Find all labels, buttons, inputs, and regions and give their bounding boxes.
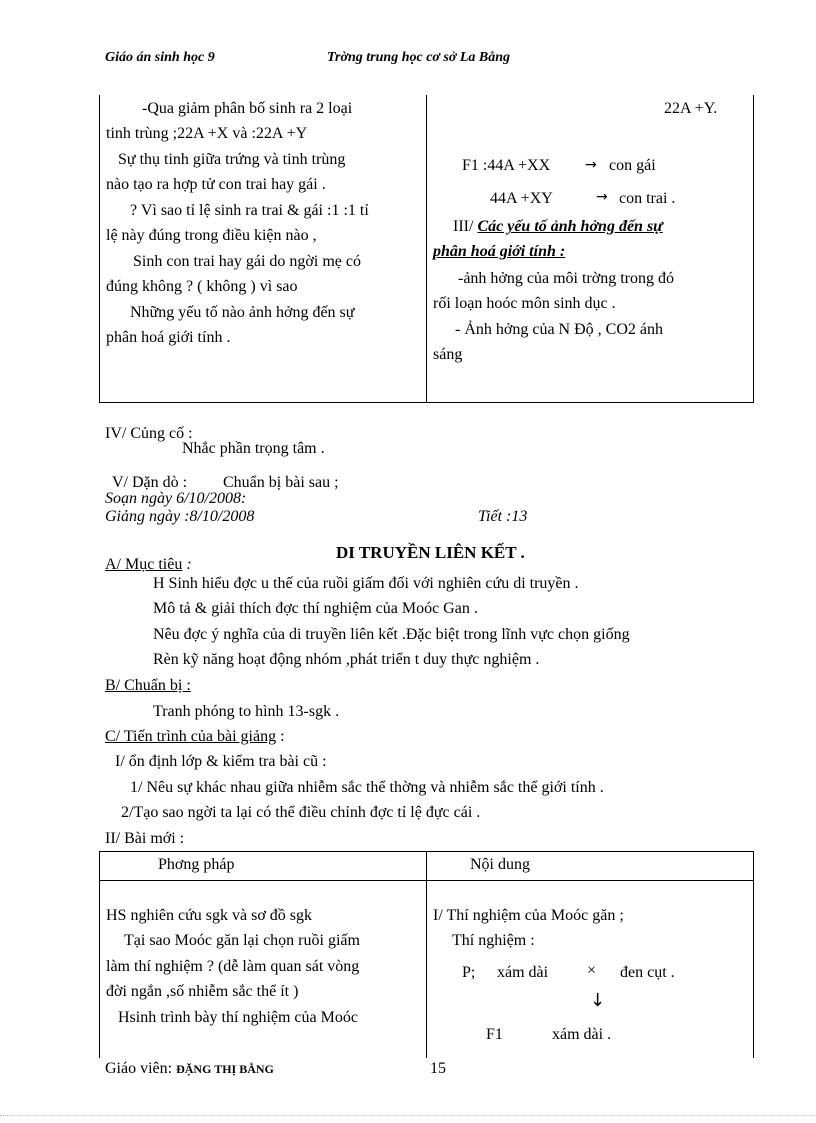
section-c-sub1: I/ ổn định lớp & kiểm tra bài cũ :	[115, 753, 327, 770]
f1-xx-label: F1 :44A +XX	[462, 157, 551, 174]
table2-col1-header: Phơng pháp	[158, 856, 235, 873]
section-b-title: B/ Chuẩn bị :	[105, 677, 191, 694]
table1-left-line: lệ này đúng trong điều kiện nào ,	[106, 227, 317, 244]
cross-icon: ×	[587, 962, 597, 979]
table2-left-line: Hsinh trình bày thí nghiệm của Moóc	[118, 1009, 358, 1026]
section-a-title: A/ Mục tiêu	[105, 556, 183, 573]
xy-label: 44A +XY	[490, 190, 553, 207]
teacher-label: Giáo viên:	[105, 1060, 173, 1077]
section5-title: V/ Dặn dò :	[112, 474, 188, 491]
factor-line: - Ảnh hởng của N Độ , CO2 ánh	[455, 321, 663, 338]
factor-line: -ảnh hởng của môi trờng trong đó	[458, 270, 674, 287]
table1-left-line: nào tạo ra hợp tử con trai hay gái .	[106, 176, 326, 193]
section3-prefix: III/	[453, 218, 478, 235]
soan-date: Soạn ngày 6/10/2008:	[105, 490, 247, 507]
objective-item: Mô tả & giải thích đợc thí nghiệm của Moóc Gan .	[153, 600, 478, 617]
table2-middle-border	[426, 851, 427, 1058]
right-arrow-icon: →	[596, 189, 608, 205]
table1-left-line: ? Vì sao tỉ lệ sinh ra trai & gái :1 :1 tỉ	[130, 202, 369, 219]
section5-content: Chuẩn bị bài sau ;	[223, 474, 339, 491]
experiment-subtitle: Thí nghiệm :	[452, 932, 535, 949]
section4-title: IV/ Củng cố :	[105, 425, 193, 442]
table2-left-border	[99, 851, 100, 1058]
table1-bottom-border	[99, 402, 754, 403]
p-left: xám dài	[497, 964, 549, 981]
experiment-title: I/ Thí nghiệm của Moóc găn ;	[433, 907, 624, 924]
table2-left-line: đời ngắn ,số nhiễm sắc thể ít )	[106, 983, 299, 1000]
table1-left-line: tinh trùng ;22A +X và :22A +Y	[106, 125, 308, 142]
p-right: đen cụt .	[620, 964, 675, 981]
table1-right-border	[753, 95, 754, 402]
table2-left-line: HS nghiên cứu sgk và sơ đồ sgk	[106, 907, 313, 924]
table1-left-line: đúng không ? ( không ) vì sao	[106, 278, 298, 295]
header-left: Giáo án sinh học 9	[105, 50, 215, 65]
section3-title: Các yếu tố ảnh hởng đến sự	[477, 218, 663, 235]
f1-xx-result: con gái	[609, 157, 656, 174]
section-a-heading	[105, 556, 192, 574]
section3-heading	[453, 218, 663, 236]
objective-item: Rèn kỹ năng hoạt động nhóm ,phát triển t duy thực nghiệm .	[153, 651, 540, 668]
table1-left-line: Những yếu tố nào ảnh hởng đến sự	[130, 304, 355, 321]
table2-col2-header: Nội dung	[470, 856, 530, 873]
page-bottom-divider	[0, 1115, 816, 1116]
page-number: 15	[430, 1060, 446, 1077]
question-1: 1/ Nêu sự khác nhau giữa nhiễm sắc thể thờng và nhiễm sắc thể giới tính .	[130, 779, 604, 796]
section-a-colon: :	[186, 556, 192, 573]
table1-right-top: 22A +Y.	[664, 100, 718, 117]
objective-item: Nêu đợc ý nghĩa của di truyền liên kết .Đặc biệt trong lĩnh vực chọn giống	[153, 626, 630, 643]
table1-left-line: Sinh con trai hay gái do ngời mẹ có	[133, 253, 361, 270]
giang-date: Giảng ngày :8/10/2008	[105, 508, 255, 525]
table1-left-border	[99, 95, 100, 402]
header-right: Trờng trung học cơ sở La Bằng	[327, 50, 511, 65]
factor-line: rối loạn hoóc môn sinh dục .	[433, 295, 616, 312]
section4-content: Nhắc phần trọng tâm .	[182, 440, 325, 457]
factor-line: sáng	[433, 346, 463, 363]
table2-left-line: Tại sao Moóc găn lại chọn ruồi giấm	[124, 932, 360, 949]
table1-left-line: -Qua giảm phân bố sinh ra 2 loại	[142, 100, 353, 117]
teacher-name: ĐẶNG THỊ BẰNG	[176, 1062, 274, 1076]
table2-right-border	[753, 851, 754, 1058]
section3-title-cont: phân hoá giới tính :	[433, 243, 566, 260]
table2-left-line: làm thí nghiệm ? (dễ làm quan sát vòng	[106, 958, 360, 975]
table1-left-line: Sự thụ tinh giữa trứng và tinh trùng	[118, 151, 346, 168]
section-b-item: Tranh phóng to hình 13-sgk .	[153, 703, 340, 720]
section-c-heading	[105, 728, 285, 746]
f1-value: xám dài .	[552, 1026, 612, 1043]
question-2: 2/Tạo sao ngời ta lại có thể điều chỉnh đợc tỉ lệ đực cái .	[121, 804, 481, 821]
footer-teacher	[105, 1060, 274, 1078]
lesson-title: DI TRUYỀN LIÊN KẾT .	[336, 543, 525, 562]
xy-result: con trai .	[619, 190, 676, 207]
section-c-sub2: II/ Bài mới :	[105, 830, 185, 847]
f1-label: F1	[486, 1026, 503, 1043]
tiet-number: Tiết :13	[478, 508, 528, 525]
right-arrow-icon: →	[585, 157, 597, 173]
section-c-title: C/ Tiến trình của bài giảng	[105, 728, 277, 745]
p-label: P;	[462, 964, 476, 981]
down-arrow-icon: ↓	[590, 990, 606, 1011]
objective-item: H Sinh hiểu đợc u thế của ruồi giấm đối với nghiên cứu di truyền .	[153, 575, 579, 592]
table1-middle-border	[426, 95, 427, 402]
section-c-colon: :	[276, 728, 285, 745]
table1-left-line: phân hoá giới tính .	[106, 329, 231, 346]
